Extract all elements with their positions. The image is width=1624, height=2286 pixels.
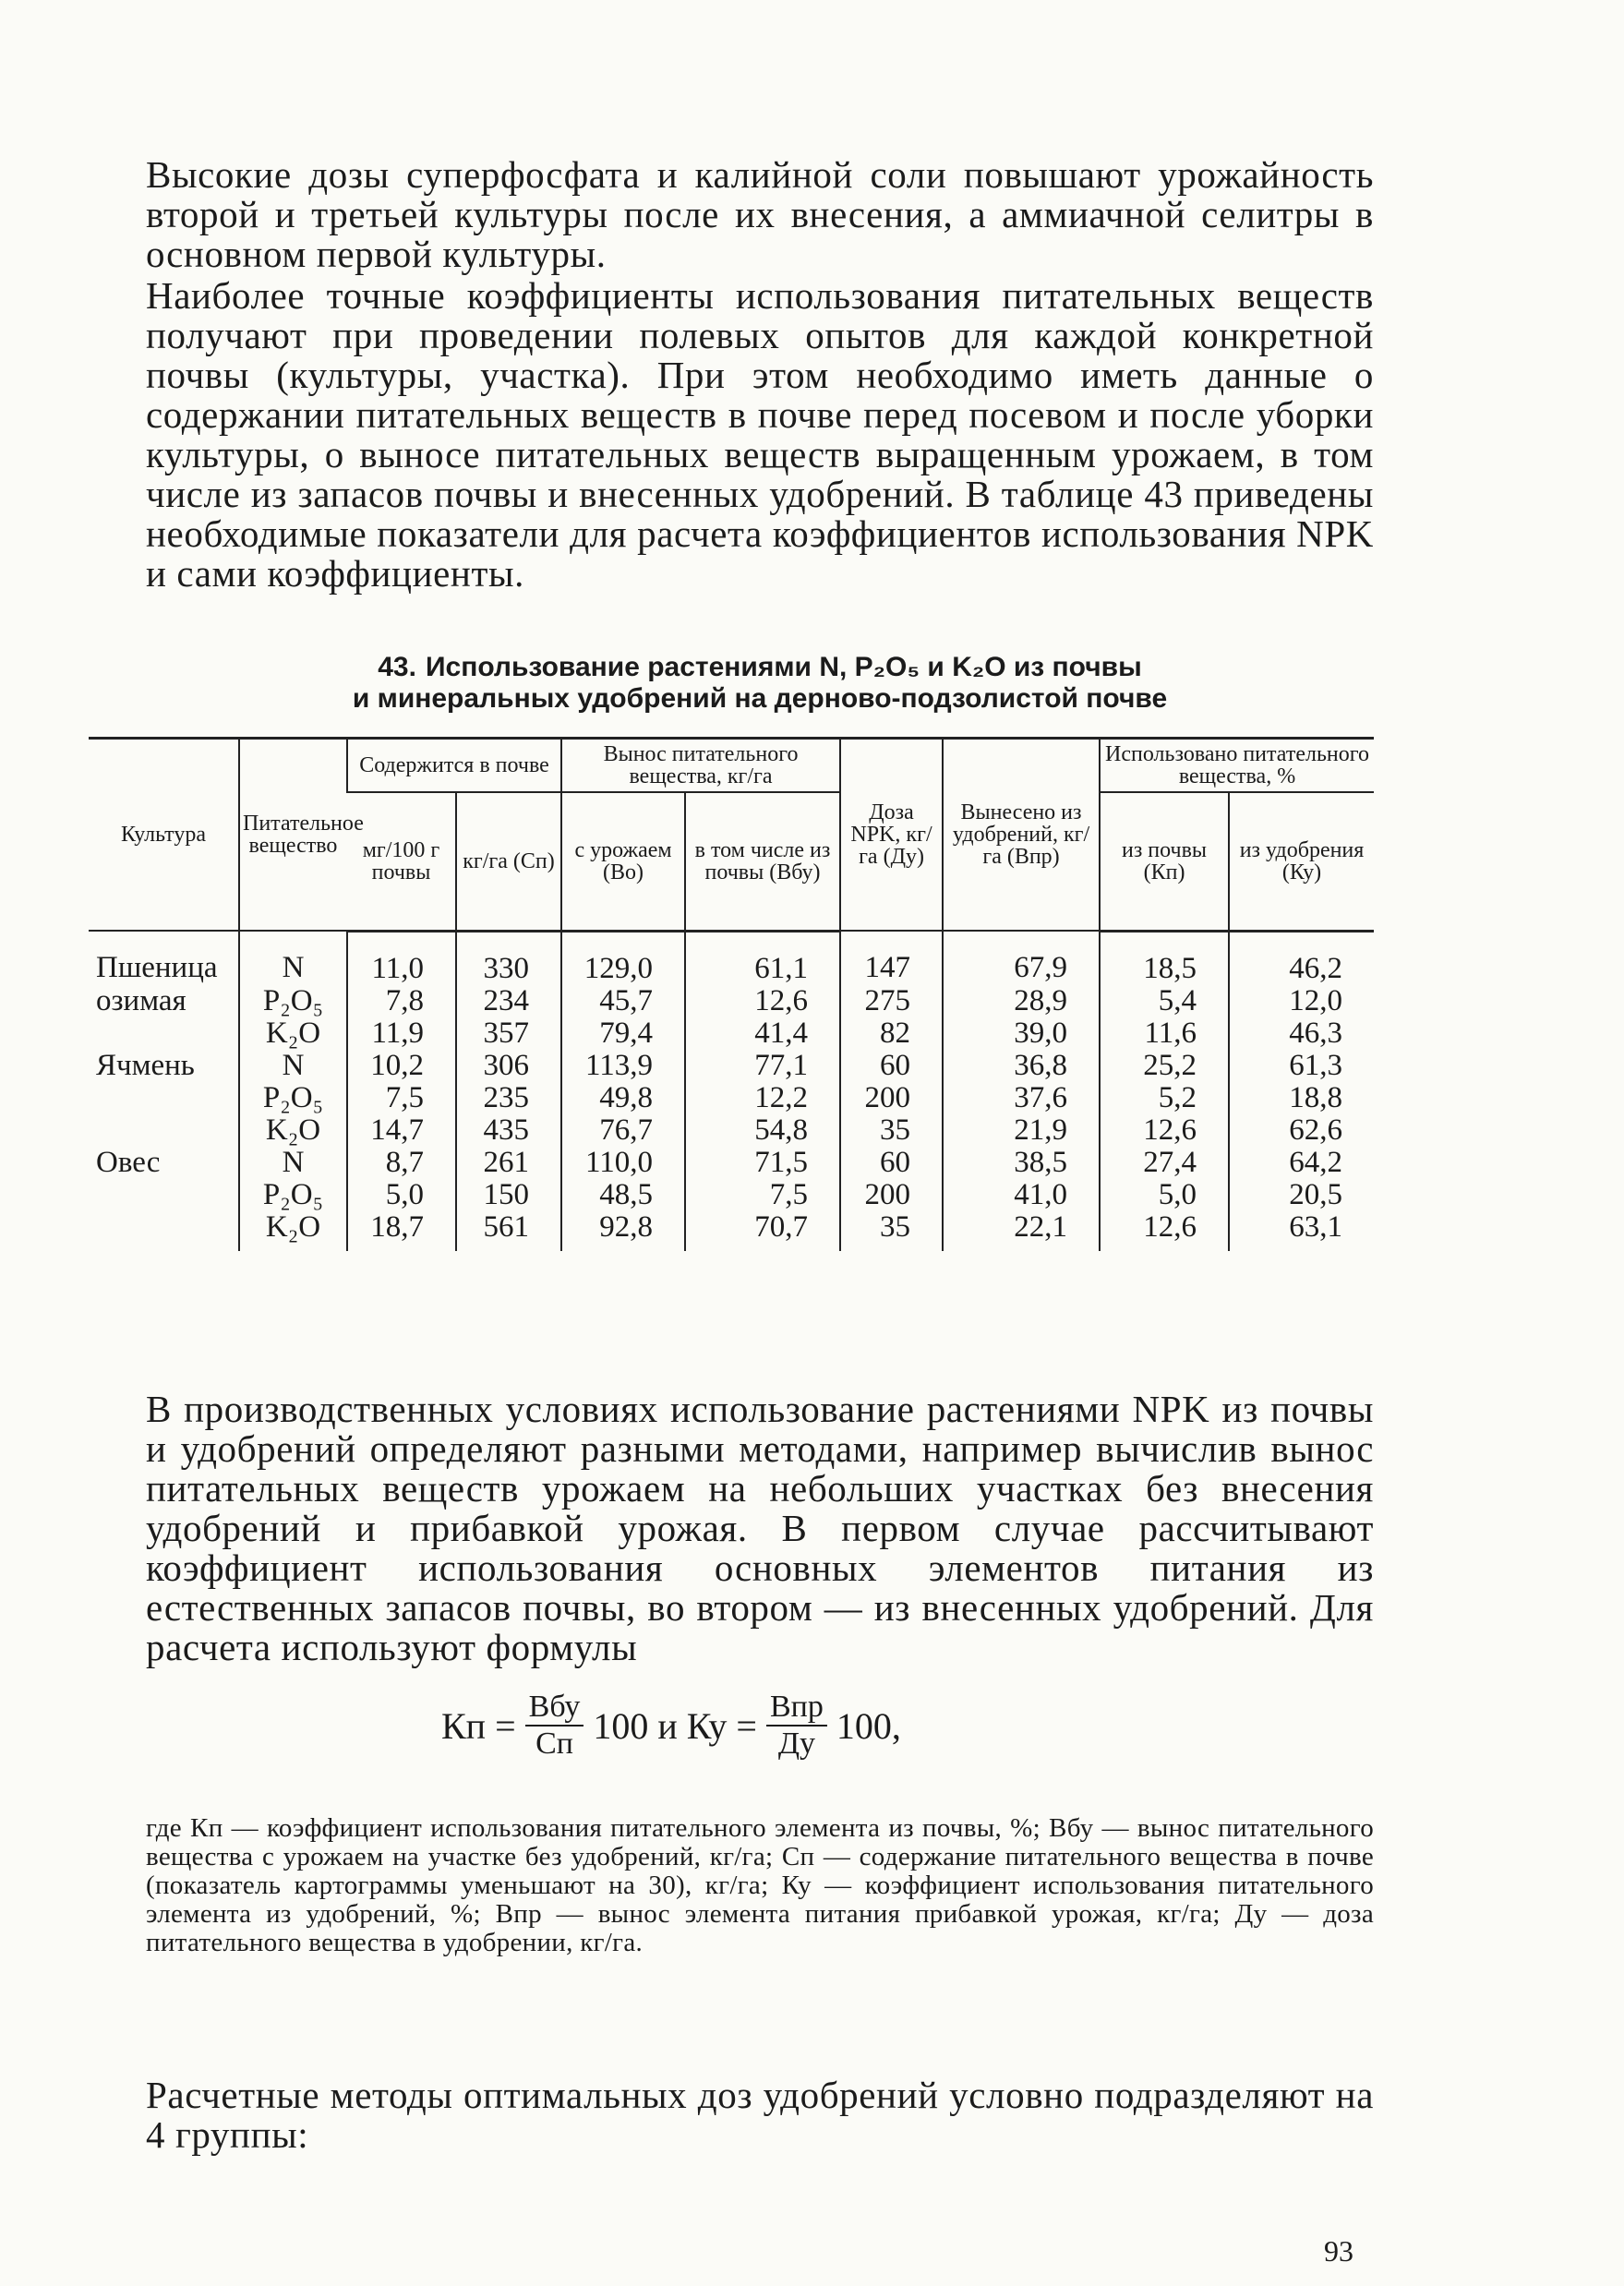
cell-kg: 357 [456, 1017, 561, 1050]
cell-kp: 12,6 [1100, 1211, 1229, 1251]
cell-ky: 64,2 [1229, 1147, 1374, 1179]
cell-bpr: 37,6 [943, 1082, 1100, 1114]
cell-mg: 7,5 [347, 1082, 456, 1114]
formula-kp: Кп = [441, 1704, 516, 1747]
header-ky: из удобрения (Ку) [1229, 792, 1374, 931]
cell-culture: озимая [96, 983, 186, 1017]
cell-mg: 7,8 [347, 985, 456, 1017]
cell-ky: 12,0 [1229, 985, 1374, 1017]
cell-kp: 25,2 [1100, 1050, 1229, 1082]
cell-kg: 150 [456, 1179, 561, 1211]
cell-bpr: 38,5 [943, 1147, 1100, 1179]
cell-bo: 49,8 [561, 1082, 685, 1114]
cell-bpr: 21,9 [943, 1114, 1100, 1147]
table-number: 43. [378, 652, 416, 682]
table-row [89, 1114, 1374, 1147]
header-kp: из почвы (Кп) [1100, 792, 1229, 931]
table-row [89, 1017, 1374, 1050]
cell-culture [89, 1082, 239, 1114]
cell-kg: 234 [456, 985, 561, 1017]
cell-culture: Ячмень [96, 1048, 195, 1082]
paragraph-1: Высокие дозы суперфосфата и калийной соли повышают урожайность второй и третьей культуры после их внесения, а аммиачной селитры в основном первой культуры. [146, 153, 1374, 275]
fraction-1-numerator: Вбу [525, 1690, 584, 1727]
cell-ky: 18,8 [1229, 1082, 1374, 1114]
header-removal: Вынос питательного вещества, кг/га [561, 739, 840, 793]
table-row [89, 1050, 1374, 1082]
formula-legend: где Кп — коэффициент использования питательного элемента из почвы, %; Вбу — вынос питательного вещества с урожаем на участке без удобрений, кг/га; Сп — содержание питательного вещества в почве (показатель картограммы уменьшают на 30), кг/га; Ку — коэффициент использования питательного элемента из удобрений, %; Впр — вынос элемента питания прибавкой урожая, кг/га; Ду — доза питательного вещества в удобрении, кг/га. [146, 1813, 1374, 1957]
cell-bby: 54,8 [685, 1114, 840, 1147]
cell-bpr: 41,0 [943, 1179, 1100, 1211]
cell-bby: 7,5 [685, 1179, 840, 1211]
cell-dose: 35 [840, 1211, 943, 1251]
cell-bby: 77,1 [685, 1050, 840, 1082]
cell-dose: 200 [840, 1082, 943, 1114]
formula-mult-2: 100, [836, 1704, 901, 1747]
cell-culture [89, 1114, 239, 1147]
cell-kg: 330 [456, 931, 561, 985]
cell-dose: 147 [840, 931, 943, 985]
formula-mult-1: 100 и [593, 1704, 678, 1747]
table-row [89, 985, 1374, 1017]
cell-nutrient: P₂O₅ [239, 1179, 347, 1211]
cell-bo: 76,7 [561, 1114, 685, 1147]
cell-culture [89, 1017, 239, 1050]
cell-nutrient: K₂O [239, 1017, 347, 1050]
cell-dose: 60 [840, 1147, 943, 1179]
cell-dose: 82 [840, 1017, 943, 1050]
cell-nutrient: N [239, 931, 347, 985]
table-row [89, 1147, 1374, 1179]
table-caption [148, 652, 1372, 715]
table-row [89, 1082, 1374, 1114]
cell-dose: 60 [840, 1050, 943, 1082]
cell-dose: 35 [840, 1114, 943, 1147]
cell-mg: 11,0 [347, 931, 456, 985]
cell-mg: 18,7 [347, 1211, 456, 1251]
cell-bpr: 22,1 [943, 1211, 1100, 1251]
cell-dose: 275 [840, 985, 943, 1017]
cell-bo: 92,8 [561, 1211, 685, 1251]
cell-bby: 12,2 [685, 1082, 840, 1114]
cell-kg: 235 [456, 1082, 561, 1114]
header-kgha: кг/га (Сп) [456, 792, 561, 931]
cell-bo: 45,7 [561, 985, 685, 1017]
intro-text [146, 155, 1374, 594]
cell-bby: 70,7 [685, 1211, 840, 1251]
cell-kp: 5,0 [1100, 1179, 1229, 1211]
formula [441, 1690, 1088, 1762]
cell-kp: 5,2 [1100, 1082, 1229, 1114]
cell-bpr: 28,9 [943, 985, 1100, 1017]
cell-kp: 11,6 [1100, 1017, 1229, 1050]
cell-bby: 71,5 [685, 1147, 840, 1179]
fraction-2-denominator: Ду [777, 1727, 816, 1761]
data-table-wrapper [89, 737, 1374, 1251]
header-nutrient: Питательное вещество [239, 739, 347, 932]
header-culture: Культура [89, 739, 239, 932]
cell-nutrient: P₂O₅ [239, 1082, 347, 1114]
cell-kp: 18,5 [1100, 931, 1229, 985]
cell-nutrient: K₂O [239, 1211, 347, 1251]
table-row [89, 931, 1374, 985]
cell-bby: 12,6 [685, 985, 840, 1017]
cell-kg: 561 [456, 1211, 561, 1251]
cell-bo: 113,9 [561, 1050, 685, 1082]
header-with-yield: с урожаем (Во) [561, 792, 685, 931]
paragraph-mid: В производственных условиях использование растениями NPK из почвы и удобрений определяют разными методами, например вычислив вынос питательных веществ урожаем на небольших участках без внесения удобрений и прибавкой урожая. В первом случае рассчитывают коэффициент использования основных элементов питания из естественных запасов почвы, во втором — из внесенных удобрений. Для расчета используют формулы [146, 1388, 1374, 1668]
table-row [89, 1211, 1374, 1251]
cell-bby: 61,1 [685, 931, 840, 985]
cell-ky: 20,5 [1229, 1179, 1374, 1211]
cell-mg: 8,7 [347, 1147, 456, 1179]
cell-kp: 27,4 [1100, 1147, 1229, 1179]
paragraph-bottom: Расчетные методы оптимальных доз удобрений условно подразделяют на 4 группы: [146, 2074, 1374, 2156]
fraction-1-denominator: Сп [535, 1727, 573, 1761]
header-from-soil: в том числе из почвы (Вбу) [685, 792, 840, 931]
cell-culture: Пшеница [96, 951, 218, 984]
cell-ky: 63,1 [1229, 1211, 1374, 1251]
fraction-2-numerator: Впр [766, 1690, 827, 1727]
page-number: 93 [1324, 2234, 1353, 2268]
header-mg100: мг/100 г почвы [347, 792, 456, 931]
cell-mg: 5,0 [347, 1179, 456, 1211]
cell-kp: 5,4 [1100, 985, 1229, 1017]
cell-bo: 129,0 [561, 931, 685, 985]
cell-kg: 306 [456, 1050, 561, 1082]
fraction-1 [525, 1690, 584, 1762]
paragraph-2: Наиболее точные коэффициенты использования питательных веществ получают при проведении полевых опытов для каждой конкретной почвы (культуры, участка). При этом необходимо иметь данные о содержании питательных веществ в почве перед посевом и после уборки культуры, о выносе питательных веществ выращенным урожаем, в том числе из запасов почвы и внесенных удобрений. В таблице 43 приведены необходимые показатели для расчета коэффициентов использования NPK и сами коэффициенты. [146, 274, 1374, 595]
cell-mg: 10,2 [347, 1050, 456, 1082]
cell-nutrient: K₂O [239, 1114, 347, 1147]
cell-ky: 46,3 [1229, 1017, 1374, 1050]
cell-nutrient: N [239, 1050, 347, 1082]
cell-bo: 110,0 [561, 1147, 685, 1179]
cell-ky: 62,6 [1229, 1114, 1374, 1147]
cell-mg: 14,7 [347, 1114, 456, 1147]
cell-nutrient: P₂O₅ [239, 985, 347, 1017]
cell-bpr: 39,0 [943, 1017, 1100, 1050]
cell-bpr: 67,9 [943, 931, 1100, 985]
cell-dose: 200 [840, 1179, 943, 1211]
cell-culture: Овес [96, 1145, 161, 1179]
cell-kg: 435 [456, 1114, 561, 1147]
header-used: Использовано питательного вещества, % [1100, 739, 1374, 793]
cell-kg: 261 [456, 1147, 561, 1179]
fraction-2 [766, 1690, 827, 1762]
cell-mg: 11,9 [347, 1017, 456, 1050]
caption-line-2: и минеральных удобрений на дерново-подзолистой почве [352, 683, 1168, 714]
cell-bo: 48,5 [561, 1179, 685, 1211]
cell-ky: 46,2 [1229, 931, 1374, 985]
caption-line-1: Использование растениями N, P₂O₅ и K₂O из почвы [425, 652, 1142, 682]
nutrient-table [89, 737, 1374, 1251]
cell-nutrient: N [239, 1147, 347, 1179]
header-dose: Доза NPK, кг/га (Ду) [840, 739, 943, 932]
header-removed-fert: Вынесено из удобрений, кг/га (Впр) [943, 739, 1100, 932]
formula-ky: Ку = [686, 1704, 757, 1747]
cell-culture [89, 1179, 239, 1211]
cell-ky: 61,3 [1229, 1050, 1374, 1082]
cell-bo: 79,4 [561, 1017, 685, 1050]
table-row [89, 1179, 1374, 1211]
header-contained: Содержится в почве [347, 739, 561, 793]
cell-culture [89, 1211, 239, 1251]
cell-bby: 41,4 [685, 1017, 840, 1050]
cell-kp: 12,6 [1100, 1114, 1229, 1147]
cell-bpr: 36,8 [943, 1050, 1100, 1082]
